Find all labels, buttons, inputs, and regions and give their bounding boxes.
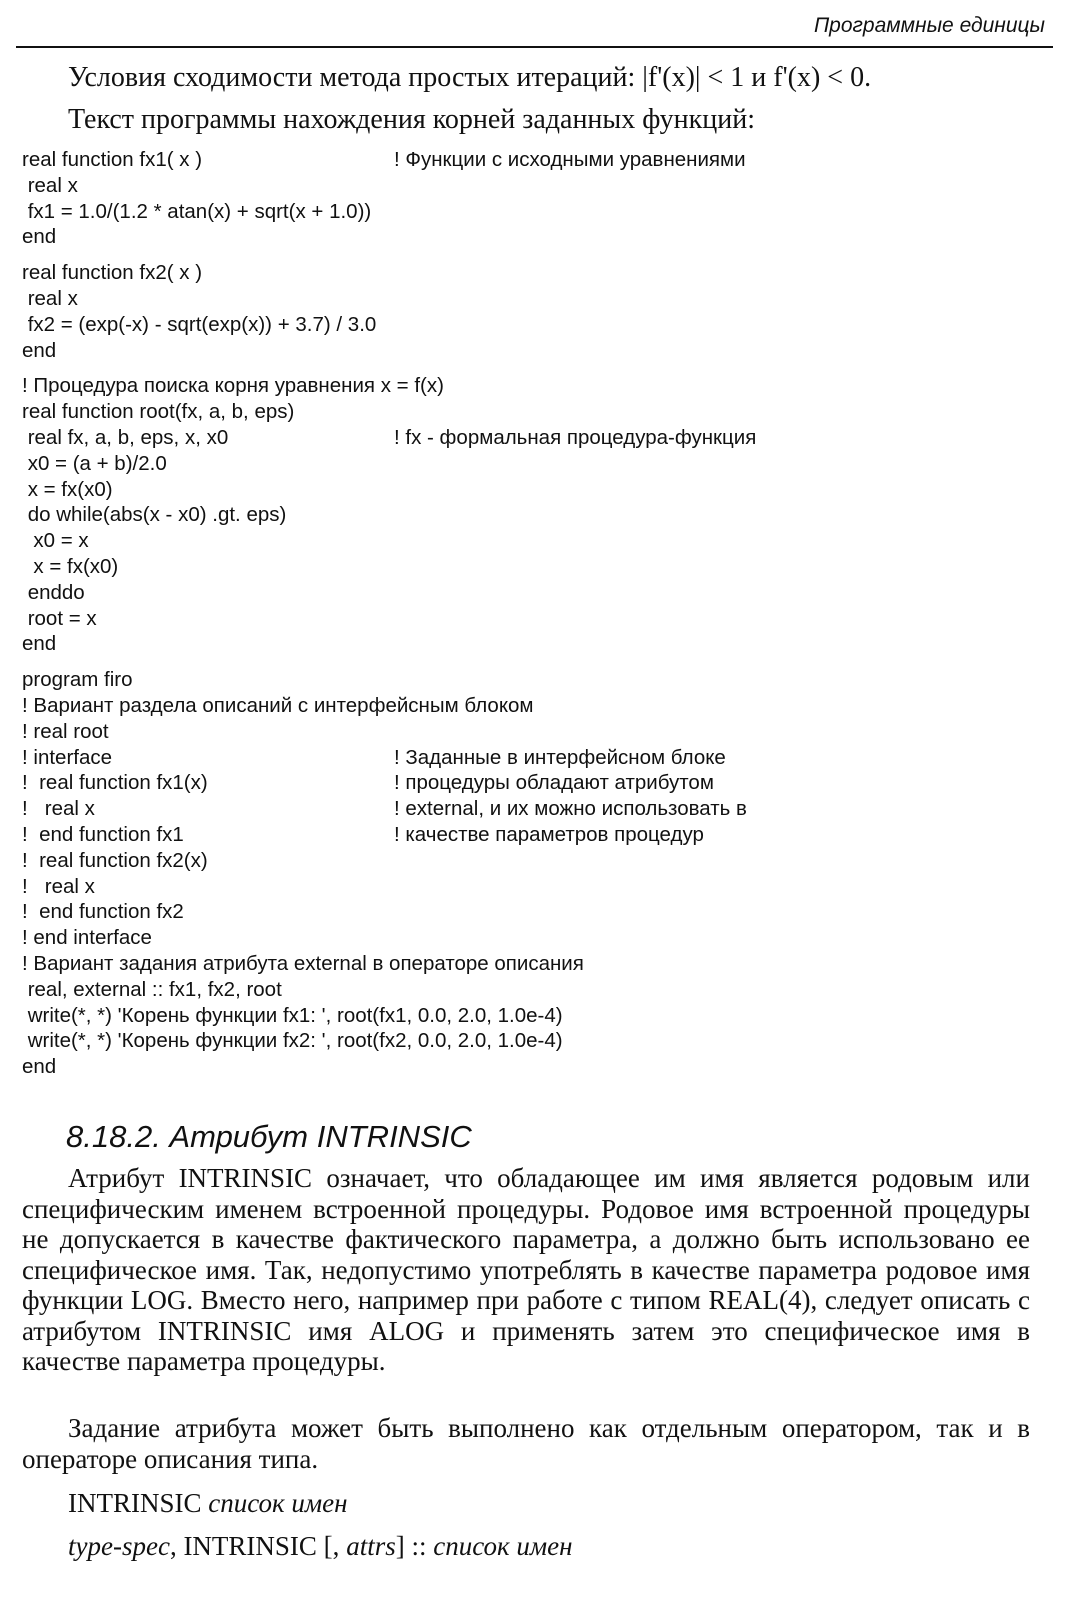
code-text: ! real x [22, 797, 95, 821]
code-text: ! Вариант раздела описаний с интерфейсным блоком [22, 693, 534, 717]
code-text: end [22, 225, 57, 249]
code-line [22, 667, 1022, 693]
code-comment: ! процедуры обладают атрибутом [394, 771, 714, 795]
code-line [22, 477, 1022, 503]
code-line [22, 925, 1022, 951]
code-line [22, 286, 1022, 312]
code-text: ! end function fx1 [22, 822, 184, 846]
syntax-type-declaration [68, 1530, 573, 1562]
code-text: real fx, a, b, eps, x, x0 [22, 425, 229, 449]
code-line [22, 1054, 1022, 1080]
code-text: ! real root [22, 719, 109, 743]
code-text: program firo [22, 668, 133, 692]
code-text: write(*, *) 'Корень функции fx1: ', root(fx1, 0.0, 2.0, 1.0e-4) [22, 1003, 563, 1027]
code-line [22, 822, 1022, 848]
section-heading: 8.18.2. Атрибут INTRINSIC [66, 1119, 472, 1154]
syntax-separator: , INTRINSIC [, [169, 1531, 347, 1561]
code-text: x0 = (a + b)/2.0 [22, 451, 167, 475]
code-line [22, 260, 1022, 286]
code-text: x = fx(x0) [22, 477, 113, 501]
code-line [22, 719, 1022, 745]
code-comment: ! external, и их можно использовать в [394, 797, 747, 821]
code-text: real x [22, 173, 78, 197]
code-line [22, 977, 1022, 1003]
code-text: ! Вариант задания атрибута external в операторе описания [22, 951, 584, 975]
code-line [22, 373, 1022, 399]
code-line [22, 693, 1022, 719]
code-text: real x [22, 286, 78, 310]
code-line [22, 796, 1022, 822]
code-text: ! end function fx2 [22, 900, 184, 924]
code-text: fx1 = 1.0/(1.2 * atan(x) + sqrt(x + 1.0)) [22, 199, 372, 223]
code-line [22, 224, 1022, 250]
syntax-argument: список имен [208, 1488, 348, 1518]
code-line [22, 1028, 1022, 1054]
code-spacer [22, 657, 1022, 667]
code-line [22, 425, 1022, 451]
code-spacer [22, 363, 1022, 373]
syntax-type-spec: type-spec [68, 1531, 170, 1561]
syntax-attrs: attrs [346, 1531, 396, 1561]
code-comment: ! Функции с исходными уравнениями [394, 148, 746, 171]
attribute-assignment-paragraph: Задание атрибута может быть выполнено как отдельным оператором, так и в операторе описания типа. [22, 1413, 1030, 1474]
code-text: x0 = x [22, 529, 89, 553]
code-text: ! real function fx1(x) [22, 771, 208, 795]
code-text: real, external :: fx1, fx2, root [22, 977, 282, 1001]
code-line [22, 199, 1022, 225]
code-line [22, 554, 1022, 580]
code-line [22, 848, 1022, 874]
code-line [22, 173, 1022, 199]
code-line [22, 312, 1022, 338]
code-text: ! real x [22, 874, 95, 898]
syntax-argument: список имен [433, 1531, 573, 1561]
code-text: real function root(fx, a, b, eps) [22, 400, 295, 424]
syntax-keyword: INTRINSIC [68, 1488, 202, 1518]
convergence-condition: Условия сходимости метода простых итераций: |f'(x)| < 1 и f'(x) < 0. [68, 62, 872, 93]
running-header-title: Программные единицы [813, 14, 1045, 37]
code-text: fx2 = (exp(-x) - sqrt(exp(x)) + 3.7) / 3.0 [22, 312, 377, 336]
code-line [22, 147, 1022, 173]
syntax-separator: ] :: [395, 1531, 434, 1561]
intrinsic-description-paragraph: Атрибут INTRINSIC означает, что обладающее им имя является родовым или специфическим именем встроенной процедуры. Родовое имя встроенной процедуры не допускается в качестве фактического параметра, а должно быть использовано ее специфическое имя. Так, недопустимо употреблять в качестве параметра родовое имя функции LOG. Вместо него, например при работе с типом REAL(4), следует описать с атрибутом INTRINSIC имя ALOG и применять затем это специфическое имя в качестве параметра процедуры. [22, 1163, 1030, 1376]
code-line [22, 399, 1022, 425]
code-text: ! real function fx2(x) [22, 848, 208, 872]
code-text: ! interface [22, 745, 113, 769]
code-text: x = fx(x0) [22, 554, 119, 578]
program-text-label: Текст программы нахождения корней заданных функций: [68, 104, 755, 135]
code-text: real function fx2( x ) [22, 261, 203, 285]
code-line [22, 874, 1022, 900]
code-text: end [22, 1055, 57, 1079]
syntax-statement [68, 1487, 348, 1519]
code-listing [22, 147, 1022, 1080]
code-text: write(*, *) 'Корень функции fx2: ', root(fx2, 0.0, 2.0, 1.0e-4) [22, 1029, 563, 1053]
code-text: do while(abs(x - x0) .gt. eps) [22, 503, 287, 527]
code-comment: ! качестве параметров процедур [394, 822, 704, 846]
code-line [22, 951, 1022, 977]
code-spacer [22, 250, 1022, 260]
running-header [16, 0, 1053, 48]
code-line [22, 745, 1022, 771]
code-text: real function fx1( x ) [22, 148, 203, 171]
code-line [22, 502, 1022, 528]
code-text: ! Процедура поиска корня уравнения x = f(x) [22, 374, 444, 398]
code-line [22, 528, 1022, 554]
code-line [22, 338, 1022, 364]
code-comment: ! Заданные в интерфейсном блоке [394, 745, 726, 769]
code-comment: ! fx - формальная процедура-функция [394, 425, 757, 449]
code-line [22, 631, 1022, 657]
code-text: enddo [22, 580, 85, 604]
code-text: root = x [22, 606, 97, 630]
code-text: ! end interface [22, 926, 152, 950]
code-text: end [22, 338, 57, 362]
code-line [22, 451, 1022, 477]
code-text: end [22, 632, 57, 656]
code-line [22, 770, 1022, 796]
code-line [22, 1003, 1022, 1029]
code-line [22, 899, 1022, 925]
code-line [22, 606, 1022, 632]
code-line [22, 580, 1022, 606]
